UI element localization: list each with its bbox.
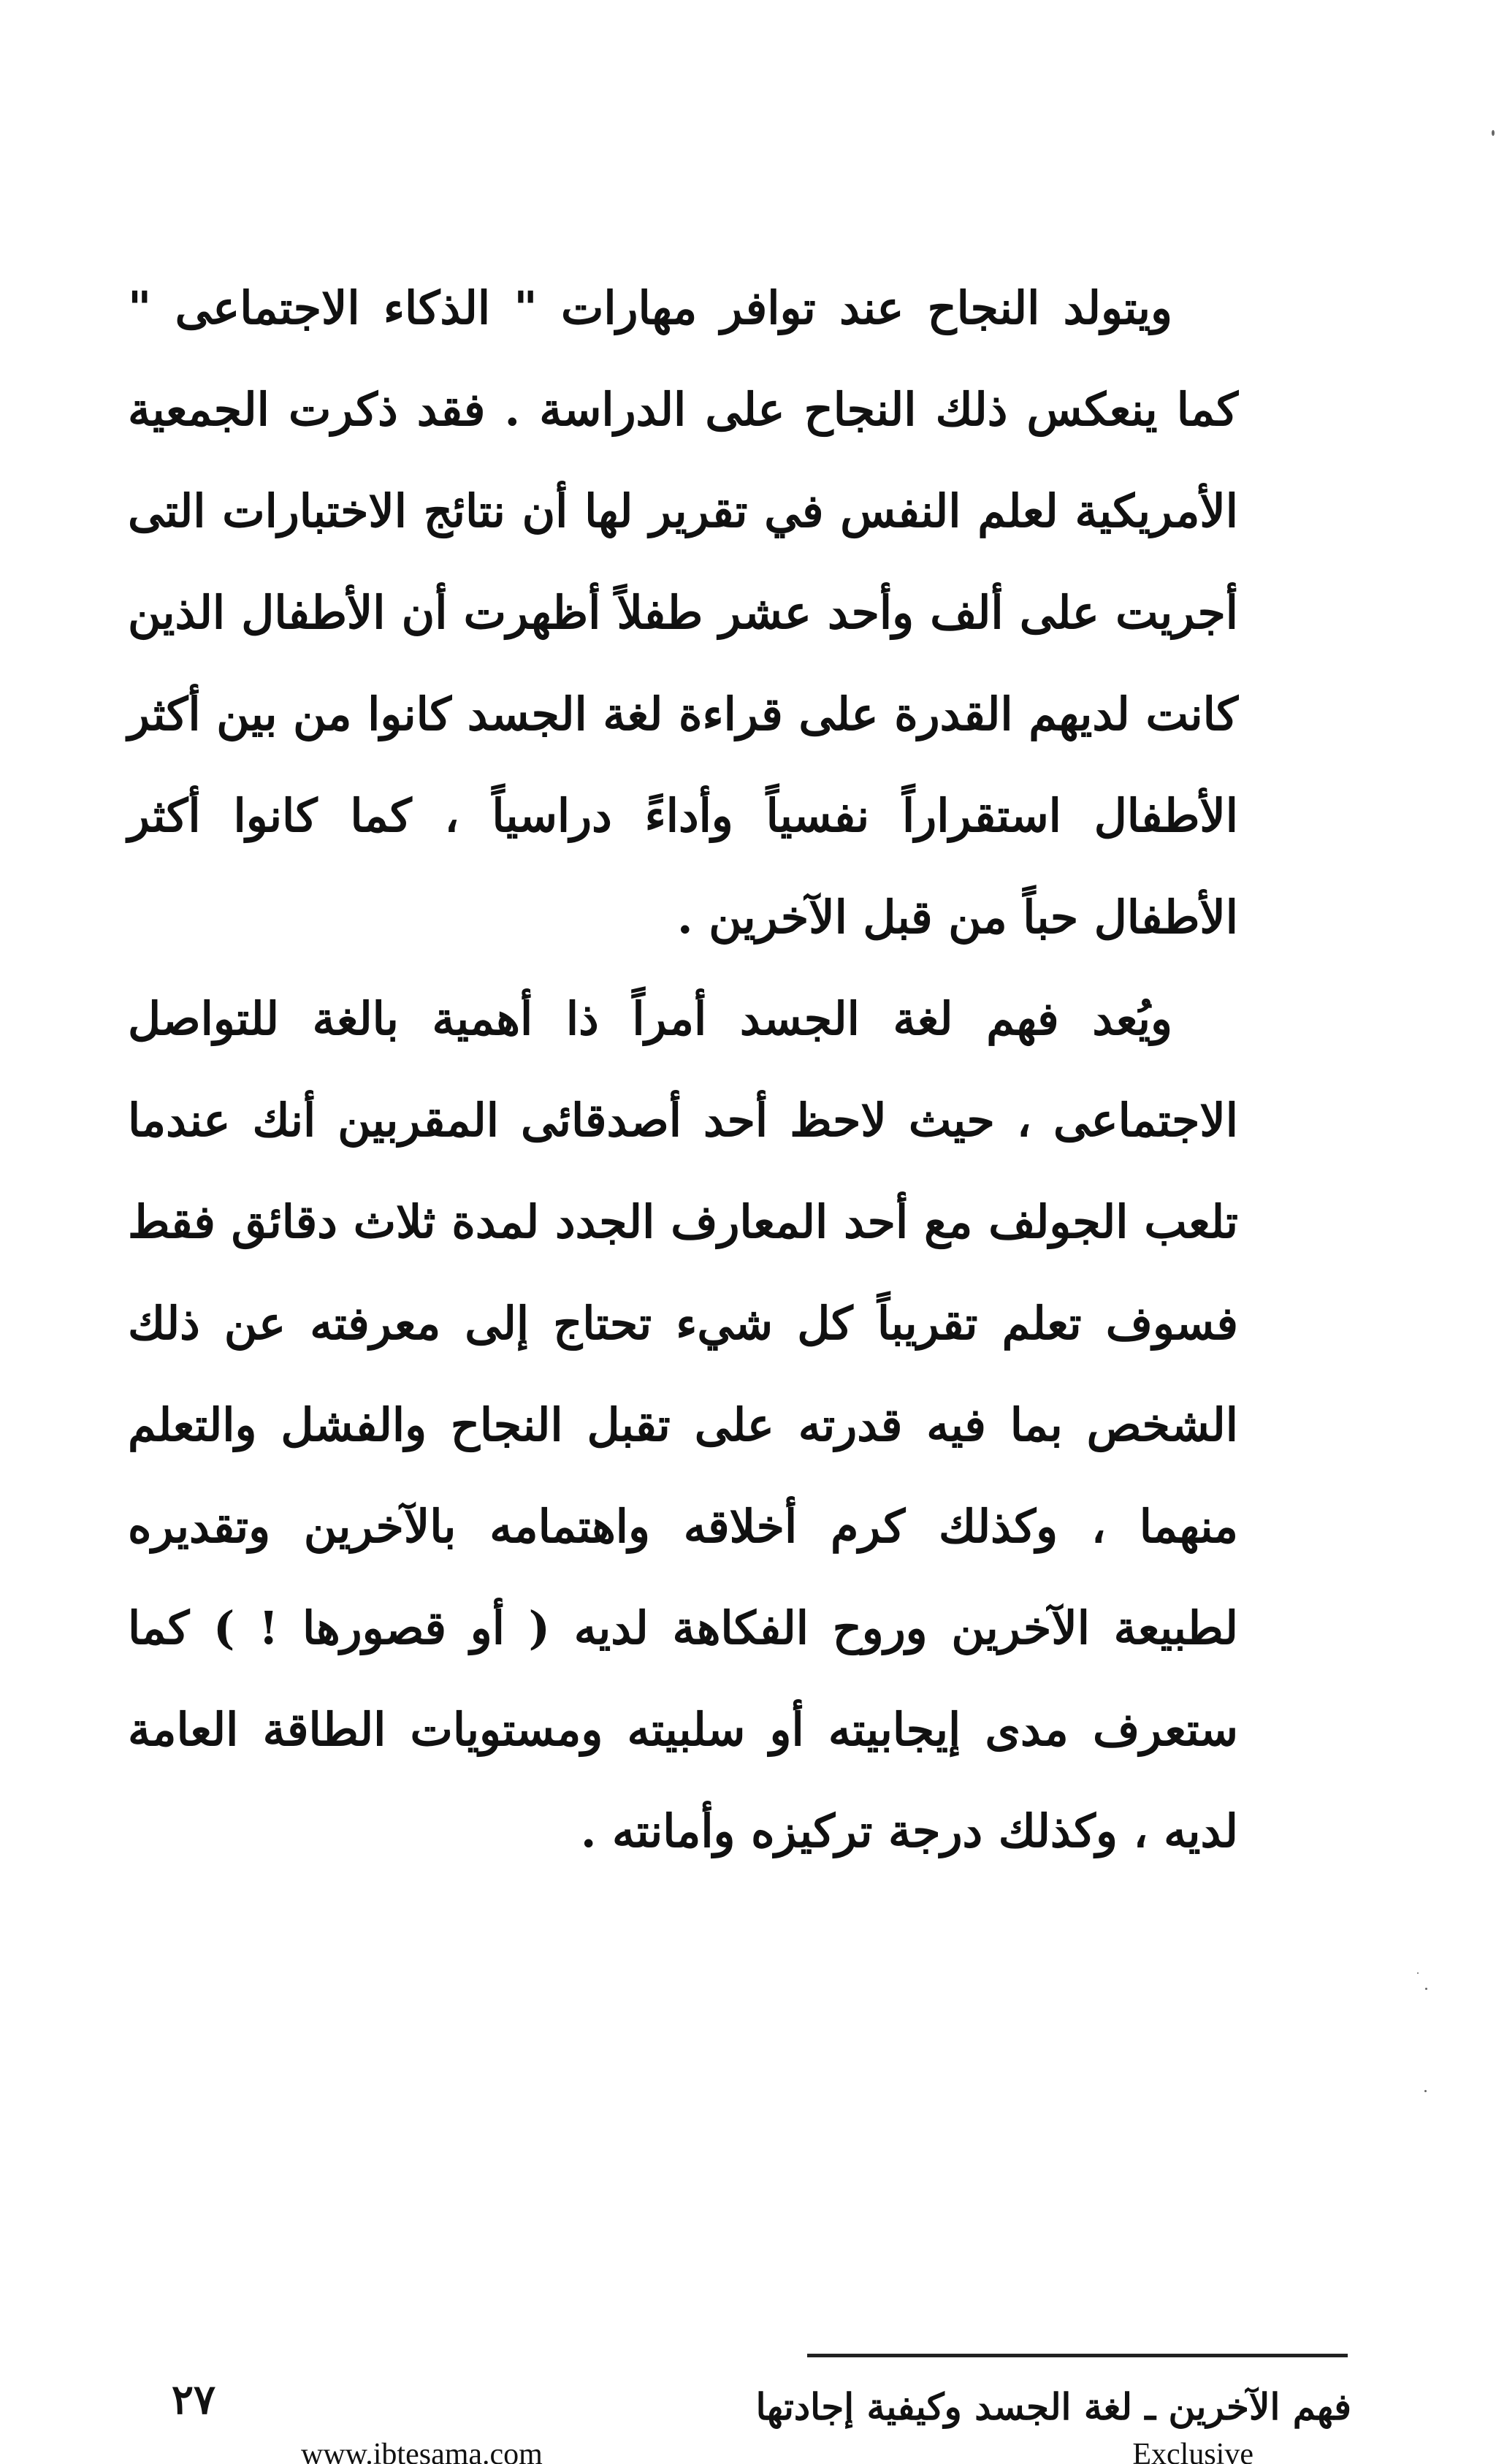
main-text-block [128,257,1238,1882]
website-link[interactable]: www.ibtesama.com [301,2438,543,2464]
scan-speck [1425,1988,1427,1990]
running-title: فهم الآخرين ـ لغة الجسد وكيفية إجادتها [755,2385,1351,2428]
scan-speck [1417,1972,1419,1974]
scan-speck [1424,2090,1427,2092]
paragraph-social-intelligence: ويتولد النجاح عند توافر مهارات " الذكاء الاجتماعى " كما ينعكس ذلك النجاح على الدراسة . فقد ذكرت الجمعية الأمريكية لعلم النفس في تقرير لها أن نتائج الاختبارات التى أجريت على ألف وأحد عشر طفلاً أظهرت أن الأطفال الذين كانت لديهم القدرة على قراءة لغة الجسد كانوا من بين أكثر الأطفال استقراراً نفسياً وأداءً دراسياً ، كما كانوا أكثر الأطفال حباً من قبل الآخرين . [128,281,1238,944]
page-number: ٢٧ [171,2376,216,2424]
exclusive-label: Exclusive [1132,2438,1253,2464]
paragraph-body-language-communication: ويُعد فهم لغة الجسد أمراً ذا أهمية بالغة للتواصل الاجتماعى ، حيث لاحظ أحد أصدقائى المقربين أنك عندما تلعب الجولف مع أحد المعارف الجدد لمدة ثلاث دقائق فقط فسوف تعلم تقريباً كل شيء تحتاج إلى معرفته عن ذلك الشخص بما فيه قدرته على تقبل النجاح والفشل والتعلم منهما ، وكذلك كرم أخلاقه واهتمامه بالآخرين وتقديره لطبيعة الآخرين وروح الفكاهة لديه ( أو قصورها ! ) كما ستعرف مدى إيجابيته أو سلبيته ومستويات الطاقة العامة لديه ، وكذلك درجة تركيزه وأمانته . [128,992,1238,1858]
footer-divider [807,2354,1348,2357]
scan-speck [1492,130,1495,136]
